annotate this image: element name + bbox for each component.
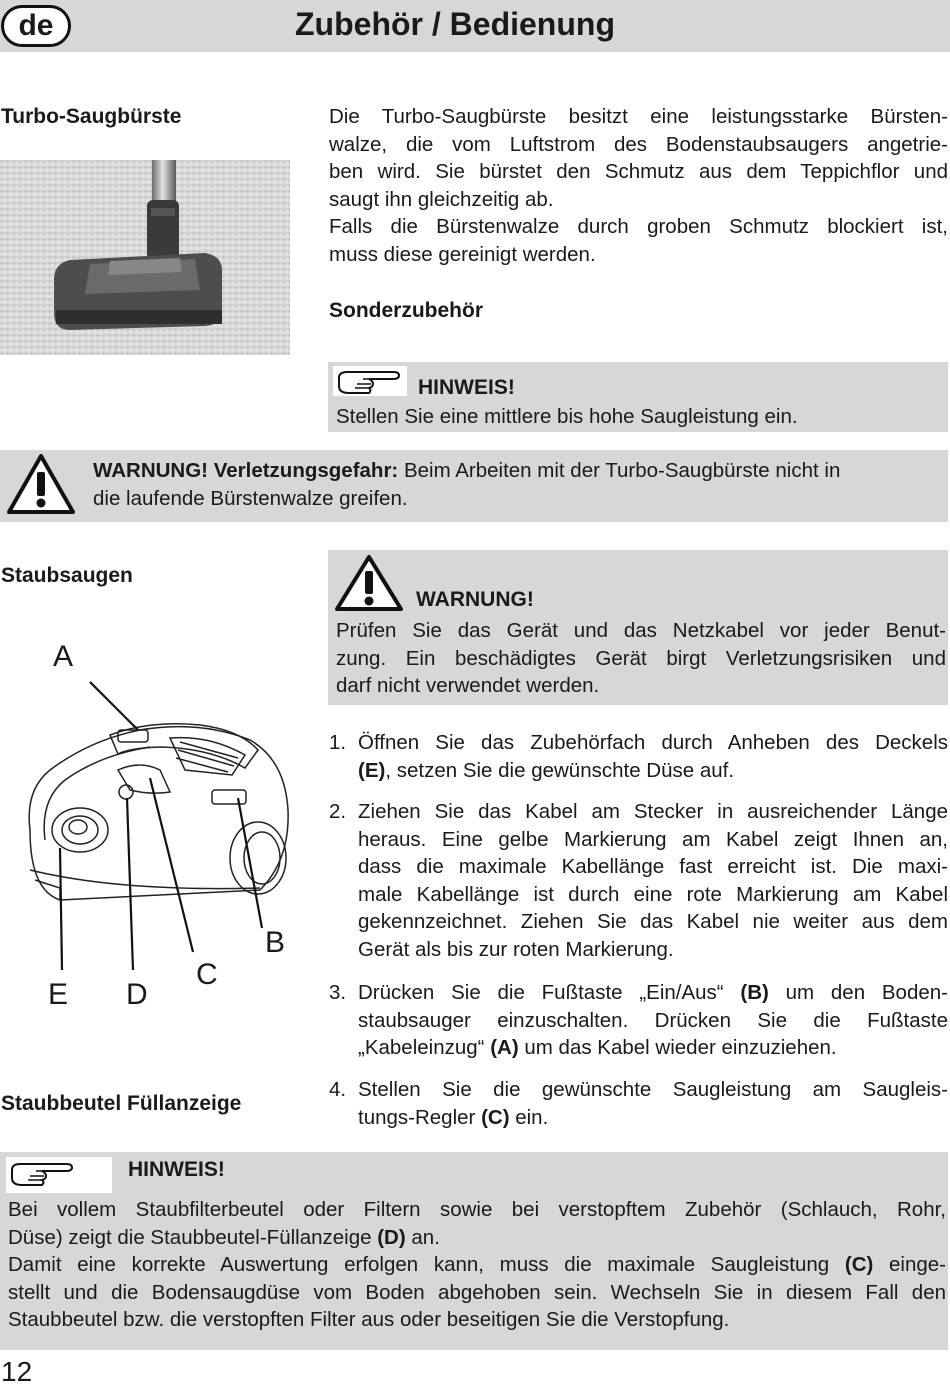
step-2-line: dass die maximale Kabellänge fast erreicht ist. Die maxi- (358, 855, 948, 878)
warning-box-1 (0, 450, 948, 522)
step-2-line: Gerät als bis zur roten Markierung. (358, 937, 674, 961)
warning-1-rest: Beim Arbeiten mit der Turbo-Saugbürste nicht in (398, 459, 841, 482)
turbo-text-line: walze, die vom Luftstrom des Bodenstaubsaugers angetrie- (329, 132, 948, 156)
step-number: 1. (329, 731, 347, 754)
sonderzubehoer-heading: Sonderzubehör (329, 299, 484, 322)
turbo-text-line: Die Turbo-Saugbürste besitzt eine leistungsstarke Bürsten- (329, 105, 948, 128)
hint-box-2 (0, 1152, 948, 1350)
step-1-ref: (E) (358, 758, 386, 782)
label-c: C (196, 958, 218, 991)
pointing-hand-icon (6, 1157, 112, 1193)
step-2-line: male Kabellänge ist durch eine rote Markierung am Kabel (358, 882, 948, 906)
warning-1-line-2: die laufende Bürstenwalze greifen. (93, 486, 408, 510)
step-3-text: „Kabeleinzug“ (358, 1036, 491, 1059)
step-number: 4. (329, 1078, 347, 1101)
turbo-brush-photo (0, 160, 290, 355)
step-1 (329, 729, 948, 784)
step-number: 3. (329, 981, 347, 1004)
label-b: B (265, 926, 286, 959)
step-3-ref: (B) (740, 981, 769, 1004)
turbo-heading: Turbo-Saugbürste (1, 105, 182, 128)
warning-2-line: Prüfen Sie das Gerät und das Netzkabel vor jeder Benut- (336, 619, 946, 642)
page-title: Zubehör / Bedienung (295, 6, 615, 42)
hint-2-line: stellt und die Bodensaugdüse vom Boden abgehoben sein. Wechseln Sie in diesem Fall den (8, 1280, 946, 1304)
step-4-ref: (C) (481, 1105, 510, 1129)
step-4-text: ein. (509, 1105, 549, 1129)
warning-1-text (93, 457, 840, 512)
step-2 (329, 798, 948, 963)
hint-2-ref: (C) (844, 1253, 874, 1276)
turbo-text-line: muss diese gereinigt werden. (329, 242, 596, 266)
step-4-line: Stellen Sie die gewünschte Saugleistung am Sauglеis- (358, 1078, 948, 1101)
hint-1-title: HINWEIS! (418, 376, 515, 399)
step-4 (329, 1076, 948, 1131)
turbo-text-line: saugt ihn gleichzeitig ab. (329, 187, 554, 211)
hint-2-text-part: einge- (873, 1253, 946, 1276)
pointing-hand-icon (333, 366, 407, 396)
step-2-line: heraus. Eine gelbe Markierung am Kabel zeigt Ihnen an, (358, 827, 948, 851)
warning-2-title: WARNUNG! (416, 588, 534, 611)
warning-triangle-icon (6, 452, 76, 521)
warning-triangle-icon (334, 553, 404, 618)
label-d: D (126, 978, 148, 1011)
page-number: 12 (1, 1356, 33, 1387)
step-3 (329, 979, 948, 1062)
vacuum-diagram (0, 630, 300, 1030)
hint-2-ref: (D) (377, 1225, 406, 1249)
step-3-ref: (A) (490, 1036, 519, 1059)
warning-2-text (336, 617, 946, 700)
hint-2-text-part: Düse) zeigt die Staubbeutel-Füllanzeige (8, 1225, 378, 1249)
turbo-description (329, 103, 948, 268)
step-3-line: staubsauger einzuschalten. Drücken Sie die Fußtaste (358, 1008, 948, 1032)
hint-2-line: Bei vollem Staubfilterbeutel oder Filtern sowie bei verstopftem Zubehör (Schlauch, Rohr, (8, 1198, 946, 1221)
step-4-text: tungs-Regler (358, 1105, 482, 1129)
step-number: 2. (329, 800, 347, 823)
language-badge: de (1, 5, 71, 47)
turbo-text-line: Falls die Bürstenwalze durch groben Schmutz blockiert ist, (329, 215, 948, 238)
label-a: A (53, 640, 74, 673)
step-2-line: gekennzeichnet. Ziehen Sie das Kabel nie weiter aus dem (358, 910, 948, 933)
hint-2-title: HINWEIS! (128, 1158, 225, 1181)
hint-2-text-part: an. (405, 1225, 440, 1249)
warning-box-2 (328, 550, 948, 705)
step-3-text: um den Boden- (768, 981, 948, 1004)
hint-1-text: Stellen Sie eine mittlere bis hohe Saugleistung ein. (336, 405, 798, 428)
fuellanzeige-heading: Staubbeutel Füllanzeige (1, 1092, 242, 1115)
warning-2-line: darf nicht verwendet werden. (336, 674, 600, 697)
step-3-text: um das Kabel wieder einzuziehen. (518, 1036, 837, 1059)
staubsaugen-heading: Staubsaugen (1, 564, 133, 587)
hint-2-text-part: Damit eine korrekte Auswertung erfolgen kann, muss die maximale Saugleistung (8, 1253, 845, 1276)
step-2-line: Ziehen Sie das Kabel am Stecker in ausreichender Länge (358, 800, 948, 823)
warning-1-bold: WARNUNG! Verletzungsgefahr: (93, 459, 399, 482)
hint-box-1 (328, 362, 948, 432)
turbo-text-line: ben wird. Sie bürstet den Schmutz aus dem Teppichflor und (329, 160, 948, 183)
hint-2-line: Staubbeutel bzw. die verstopften Filter aus oder beseitigen Sie die Verstopfung. (8, 1308, 730, 1331)
label-e: E (48, 978, 69, 1011)
step-1-line: , setzen Sie die gewünschte Düse auf. (385, 758, 735, 782)
warning-2-line: zung. Ein beschädigtes Gerät birgt Verletzungsrisiken und (336, 646, 946, 670)
step-1-line: Öffnen Sie das Zubehörfach durch Anheben des Deckels (358, 731, 948, 754)
step-3-text: Drücken Sie die Fußtaste „Ein/Aus“ (358, 981, 741, 1004)
hint-2-text (8, 1196, 946, 1334)
